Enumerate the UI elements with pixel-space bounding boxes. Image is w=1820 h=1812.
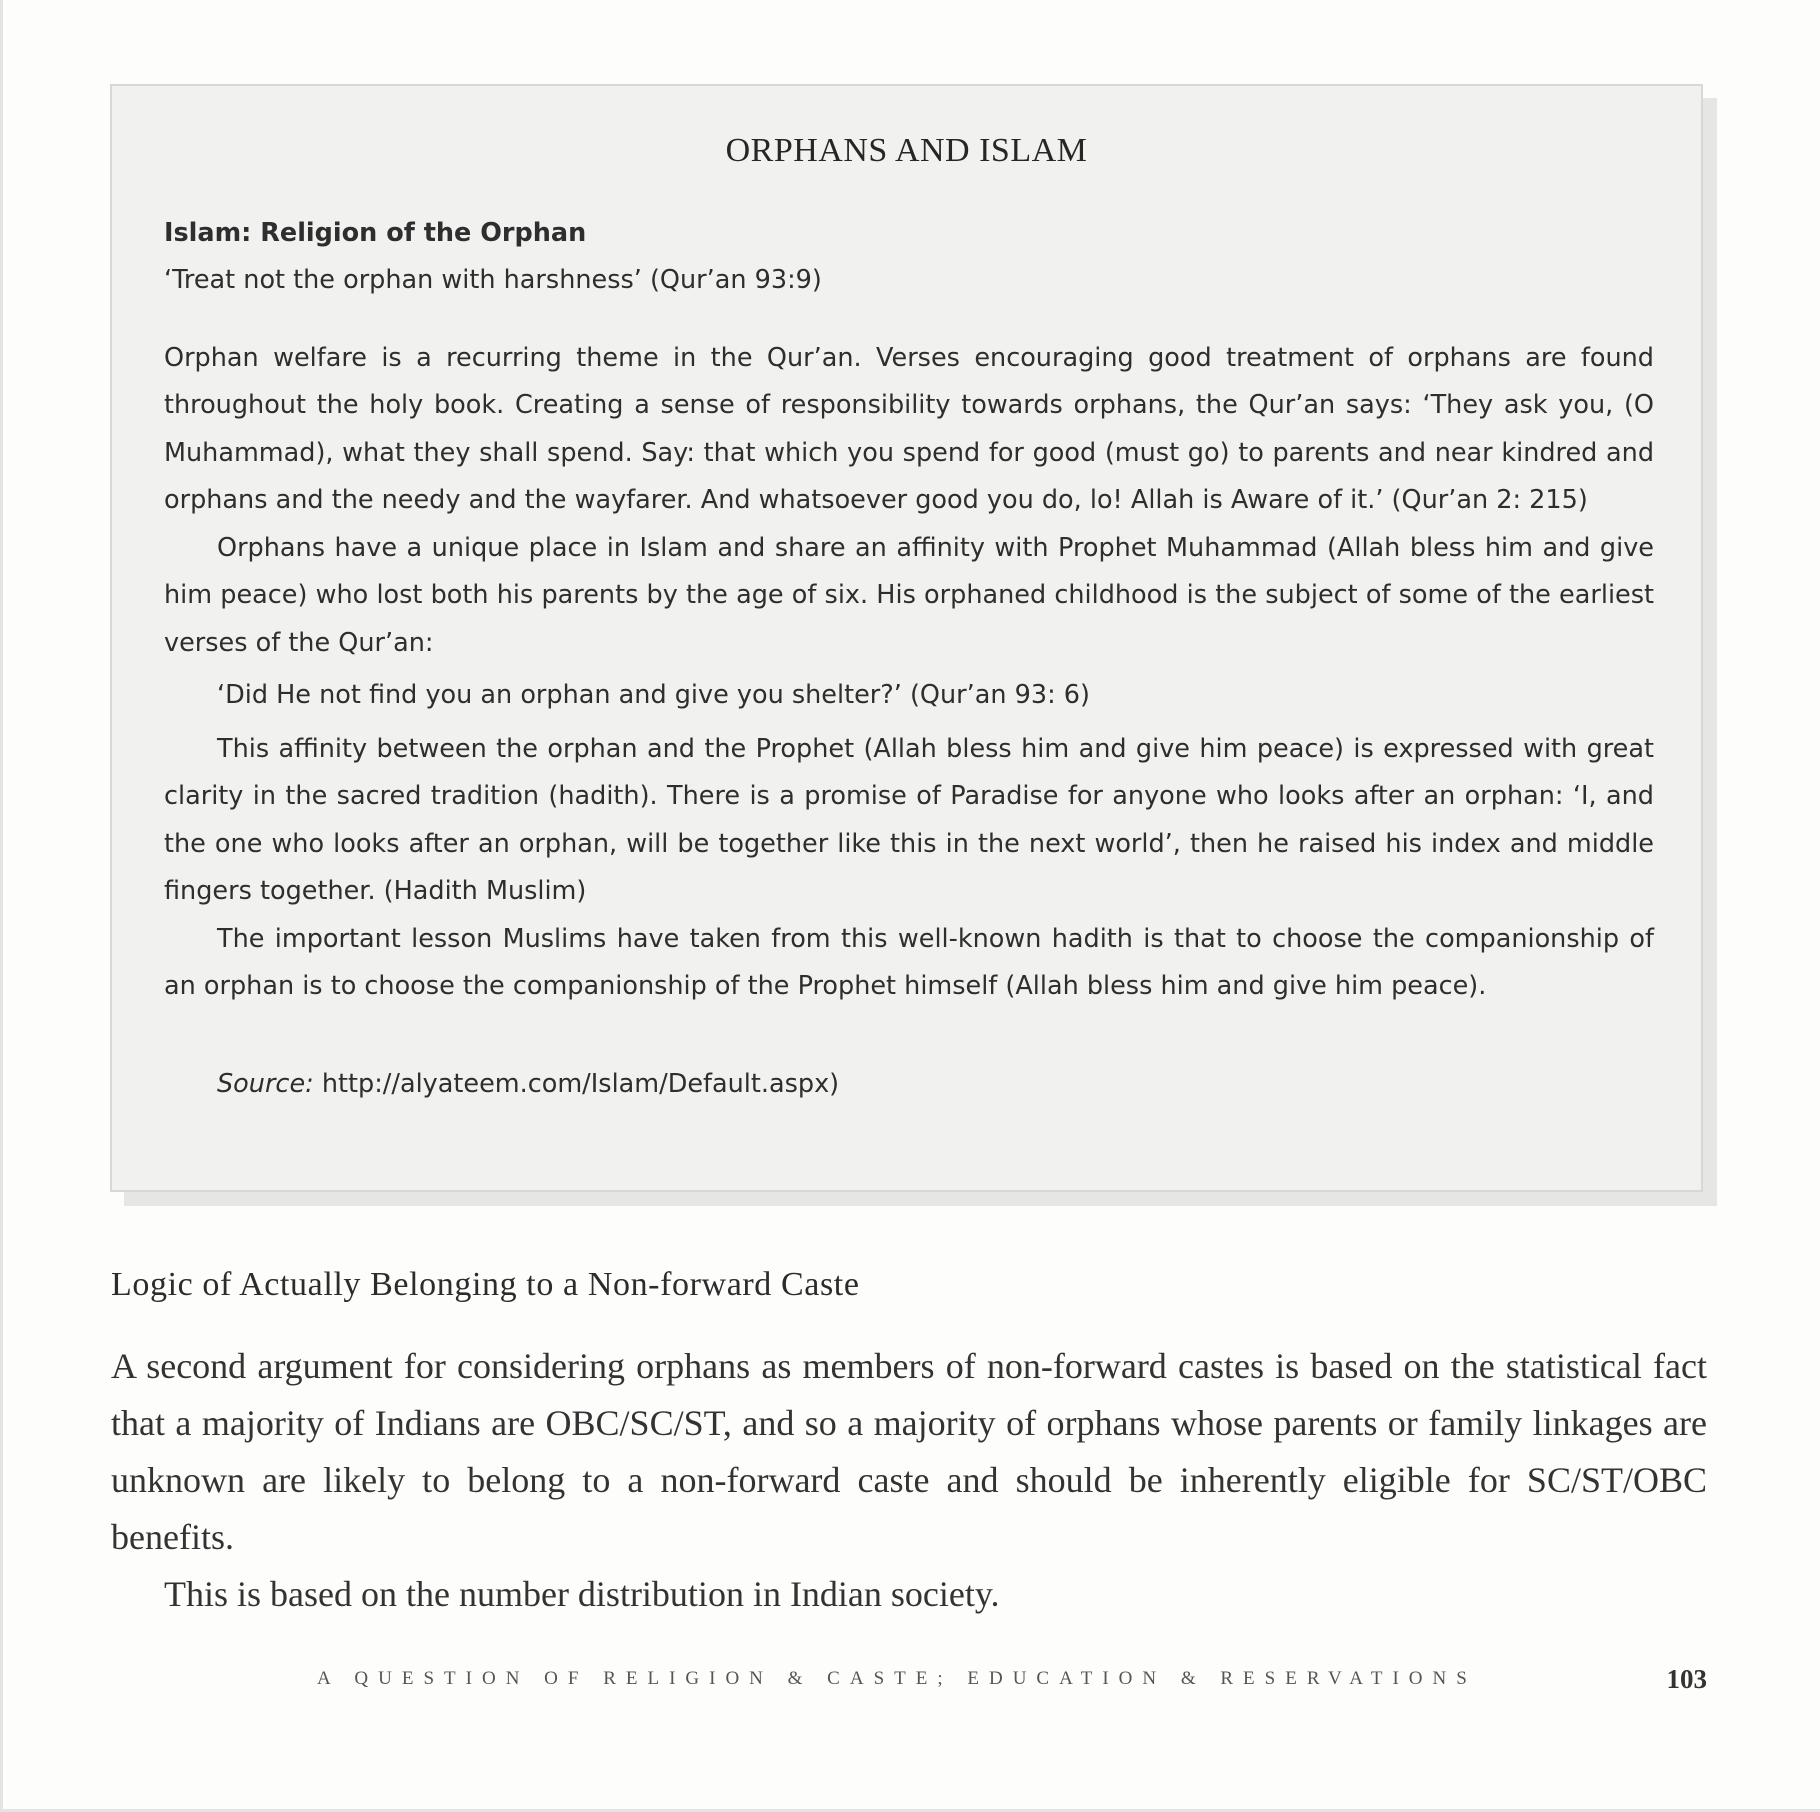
- box-title: ORPHANS AND ISLAM: [725, 132, 1088, 169]
- page-number: 103: [1666, 1664, 1707, 1694]
- box-quote: ‘Did He not find you an orphan and give you shelter?’ (Qur’an 93: 6): [217, 680, 1090, 710]
- body-paragraph: This is based on the number distribution in Indian society.: [164, 1574, 1000, 1614]
- section-body: [111, 1338, 1707, 1623]
- box-paragraph: This affinity between the orphan and the Prophet (Allah bless him and give him peace) is expressed with great clarity in the sacred tradition (hadith). There is a promise of Paradise for anyone who looks after an orphan: ‘I, and the one who looks after an orphan, will be together like this in the next world’, then he raised his index and middle fingers together. (Hadith Muslim): [164, 733, 1654, 906]
- sidebar-box: [110, 84, 1703, 1192]
- source-url: http://alyateem.com/Islam/Default.aspx): [321, 1068, 840, 1099]
- box-paragraph: The important lesson Muslims have taken from this well-known hadith is that to choose the companionship of an orphan is to choose the companionship of the Prophet himself (Allah bless him and give him peace).: [164, 923, 1654, 1001]
- box-subheading: Islam: Religion of the Orphan: [164, 218, 587, 248]
- box-paragraph: Orphans have a unique place in Islam and share an affinity with Prophet Muhammad (Allah bless him and give him peace) who lost both his parents by the age of six. His orphaned childhood is the subject of some of the earliest verses of the Qur’an:: [164, 532, 1654, 658]
- box-source: [164, 1061, 1654, 1109]
- box-paragraph: Orphan welfare is a recurring theme in the Qur’an. Verses encouraging good treatment of orphans are found throughout the holy book. Creating a sense of responsibility towards orphans, the Qur’an says: ‘They ask you, (O Muhammad), what they shall spend. Say: that which you spend for good (must go) to parents and near kindred and orphans and the needy and the wayfarer. And whatsoever good you do, lo! Allah is Aware of it.’ (Qur’an 2: 215): [164, 342, 1654, 515]
- box-content: [164, 210, 1654, 1108]
- body-paragraph: A second argument for considering orphans as members of non-forward castes is based on the statistical fact that a majority of Indians are OBC/SC/ST, and so a majority of orphans whose parents or family linkages are unknown are likely to belong to a non-forward caste and should be inherently eligible for SC/ST/OBC benefits.: [111, 1346, 1707, 1557]
- section-heading: Logic of Actually Belonging to a Non-forward Caste: [111, 1266, 860, 1303]
- source-label: Source:: [217, 1068, 314, 1099]
- box-epigraph: ‘Treat not the orphan with harshness’ (Qur’an 93:9): [164, 265, 822, 295]
- running-footer: A QUESTION OF RELIGION & CASTE; EDUCATION & RESERVATIONS: [317, 1668, 1477, 1689]
